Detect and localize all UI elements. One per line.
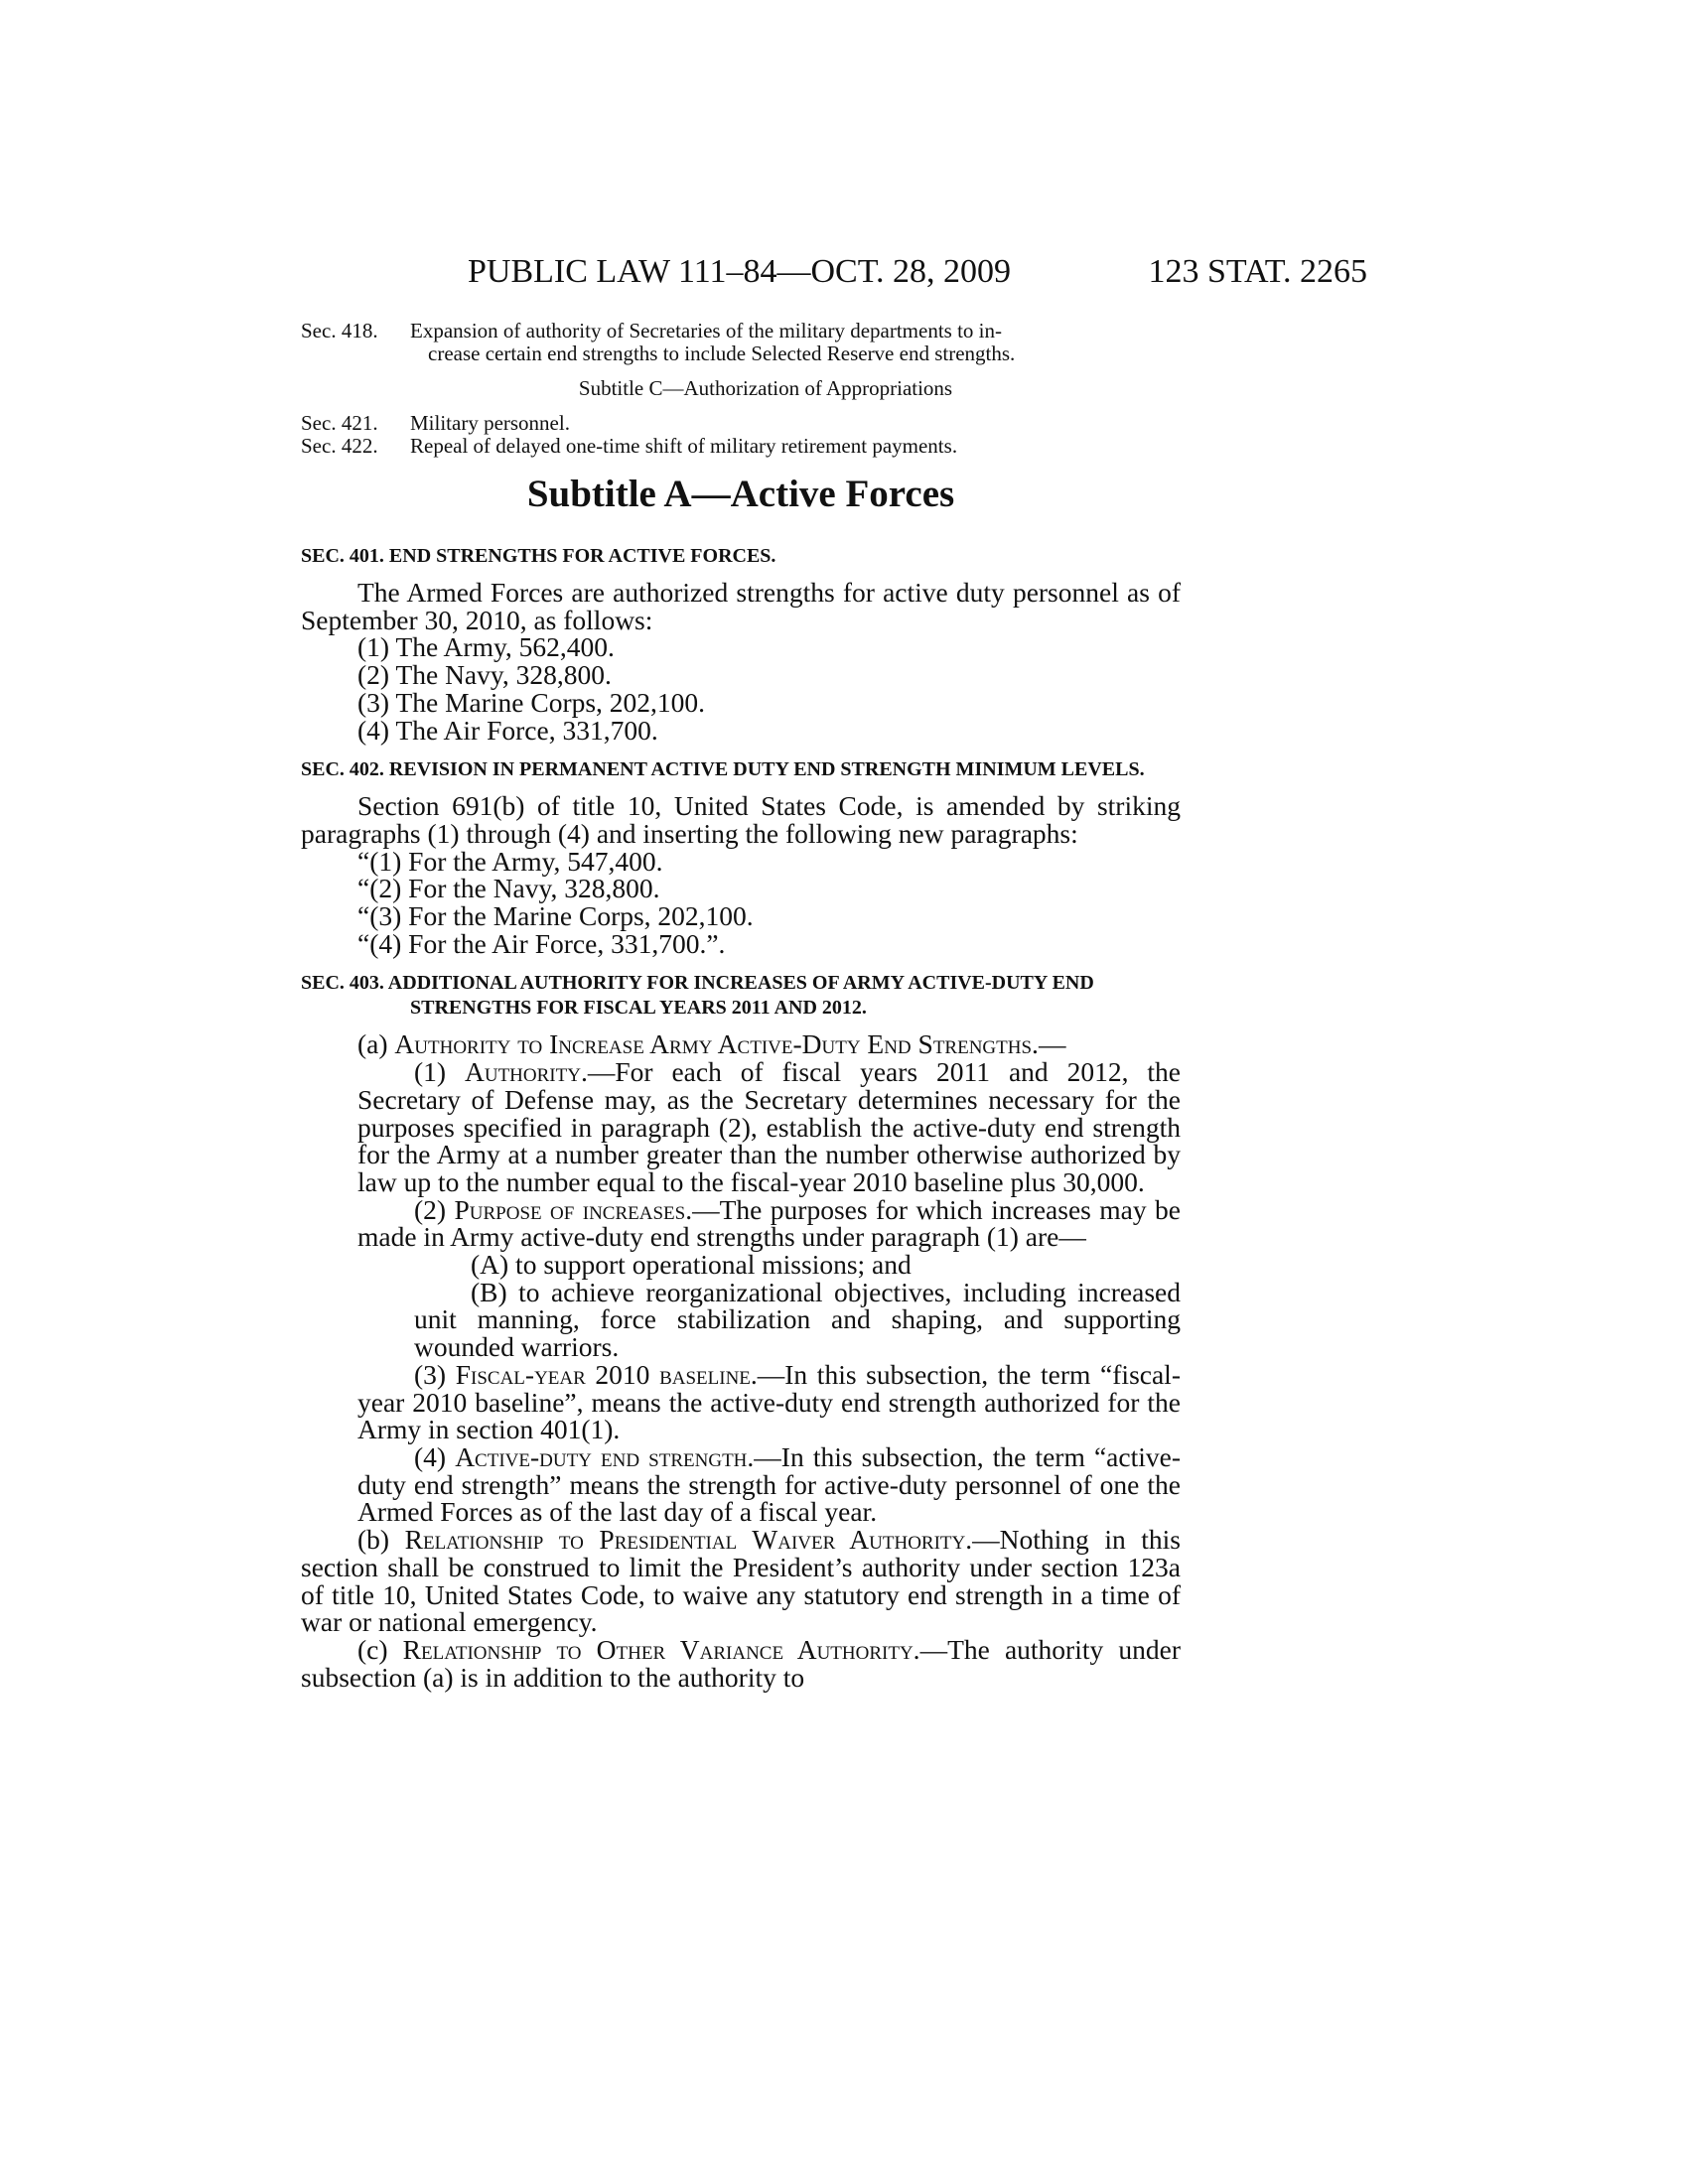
subsection-label: (a) [357, 1028, 395, 1060]
paragraph-text: —In this subsection, the term “active-duty end strength” means the strength for active-duty personnel of one the Armed Forces as of the last day of a fiscal year. [357, 1440, 1181, 1528]
subsection-text: —Nothing in this section shall be construed to limit the President’s authority under section 123a of title 10, United States Code, to waive any statutory end strength in a time of war or national emergency. [301, 1524, 1182, 1638]
stat-citation: 123 STAT. 2265 [1148, 253, 1367, 290]
section-402-item: “(4) For the Air Force, 331,700.”. [357, 927, 726, 959]
subparagraph-a-2-B: (B) to achieve reorganizational objectives, including increased unit manning, force stabilization and shaping, and supporting wounded warriors. [414, 1276, 1181, 1363]
section-heading-403: SEC. 403. ADDITIONAL AUTHORITY FOR INCREASES OF ARMY ACTIVE-DUTY END STRENGTHS FOR FISCAL YEARS 2011 AND 2012. [301, 972, 1094, 1020]
toc-item-text-line: crease certain end strengths to include Selected Reserve end strengths. [428, 341, 1016, 365]
subtitle-heading: Subtitle A—Active Forces [526, 473, 955, 515]
paragraph-label: (1) [414, 1056, 465, 1088]
subsection-heading: Authority to Increase Army Active-Duty End Strengths. [394, 1028, 1039, 1060]
toc-item-number: Sec. 422. [301, 434, 378, 458]
subsection-text: —The authority under subsection (a) is in addition to the authority to [301, 1633, 1182, 1693]
section-401-item: (1) The Army, 562,400. [357, 631, 615, 663]
paragraph-text: —The purposes for which increases may be made in Army active-duty end strengths under paragraph (1) are— [357, 1193, 1181, 1253]
paragraph-heading: Fiscal-year 2010 baseline. [455, 1358, 758, 1390]
paragraph-heading: Active-duty end strength. [455, 1440, 755, 1472]
section-401-item: (3) The Marine Corps, 202,100. [357, 686, 706, 718]
paragraph-a-2 [357, 1193, 1181, 1253]
subsection-label: (b) [357, 1524, 405, 1556]
toc-item-text [410, 320, 1181, 365]
toc-item-sec-421 [301, 412, 1181, 435]
section-402-item: “(3) For the Marine Corps, 202,100. [357, 900, 754, 932]
paragraph-text: —For each of fiscal years 2011 and 2012, the Secretary of Defense may, as the Secretary determines necessary for the purposes specified in paragraph (2), establish the active-duty end strength for the Army at a number greater than the number otherwise authorized by law up to the number equal to the fiscal-year 2010 baseline plus 30,000. [357, 1056, 1181, 1197]
paragraph-label: (3) [414, 1358, 456, 1390]
section-401-item: (4) The Air Force, 331,700. [357, 714, 658, 746]
toc-item-text: Repeal of delayed one-time shift of military retirement payments. [410, 434, 958, 458]
toc-item-text-line: Expansion of authority of Secretaries of the military departments to in- [410, 319, 1002, 342]
toc-item-sec-422 [301, 435, 1181, 458]
table-of-contents [301, 320, 1181, 458]
toc-item-number: Sec. 418. [301, 319, 378, 342]
paragraph-heading: Authority. [465, 1056, 588, 1088]
subsection-label: (c) [357, 1633, 403, 1665]
section-401-intro: The Armed Forces are authorized strengths for active duty personnel as of September 30, 2010, as follows: [301, 577, 1181, 635]
subparagraph-a-2-A: (A) to support operational missions; and [471, 1249, 912, 1281]
subsection-c [301, 1633, 1182, 1693]
paragraph-label: (2) [414, 1193, 455, 1225]
section-401-item: (2) The Navy, 328,800. [357, 659, 612, 691]
paragraph-a-1 [357, 1058, 1181, 1196]
running-head [301, 248, 1367, 296]
section-heading-402: SEC. 402. REVISION IN PERMANENT ACTIVE DUTY END STRENGTH MINIMUM LEVELS. [301, 758, 1145, 781]
paragraph-a-4 [357, 1440, 1181, 1528]
subsection-heading: Relationship to Presidential Waiver Authority. [404, 1524, 973, 1556]
subsection-heading: Relationship to Other Variance Authority. [402, 1633, 920, 1665]
paragraph-label: (4) [414, 1440, 456, 1472]
paragraph-a-2-subparagraphs [357, 1251, 1181, 1361]
toc-subtitle-c: Subtitle C—Authorization of Appropriations [578, 376, 953, 400]
section-402-item: “(2) For the Navy, 328,800. [357, 873, 660, 904]
subsection-a [301, 1030, 1181, 1058]
section-402-intro: Section 691(b) of title 10, United States Code, is amended by striking paragraphs (1) through (4) and inserting the following new paragraphs: [301, 790, 1181, 849]
toc-item-sec-418 [301, 320, 1181, 365]
paragraph-heading: Purpose of increases. [454, 1193, 693, 1225]
section-heading-401: SEC. 401. END STRENGTHS FOR ACTIVE FORCES. [301, 545, 776, 567]
section-402-item: “(1) For the Army, 547,400. [357, 845, 663, 877]
subsection-b [301, 1526, 1181, 1636]
law-citation: PUBLIC LAW 111–84—OCT. 28, 2009 [468, 253, 1011, 290]
subsection-dash: — [1038, 1028, 1066, 1060]
paragraph-text: —In this subsection, the term “fiscal-year 2010 baseline”, means the active-duty end strength authorized for the Army in section 401(1). [357, 1358, 1181, 1445]
paragraph-a-3 [357, 1358, 1181, 1445]
main-content [301, 544, 1181, 1691]
subsection-a-paragraphs [301, 1058, 1181, 1526]
toc-item-text: Military personnel. [410, 411, 570, 435]
toc-item-number: Sec. 421. [301, 411, 378, 435]
